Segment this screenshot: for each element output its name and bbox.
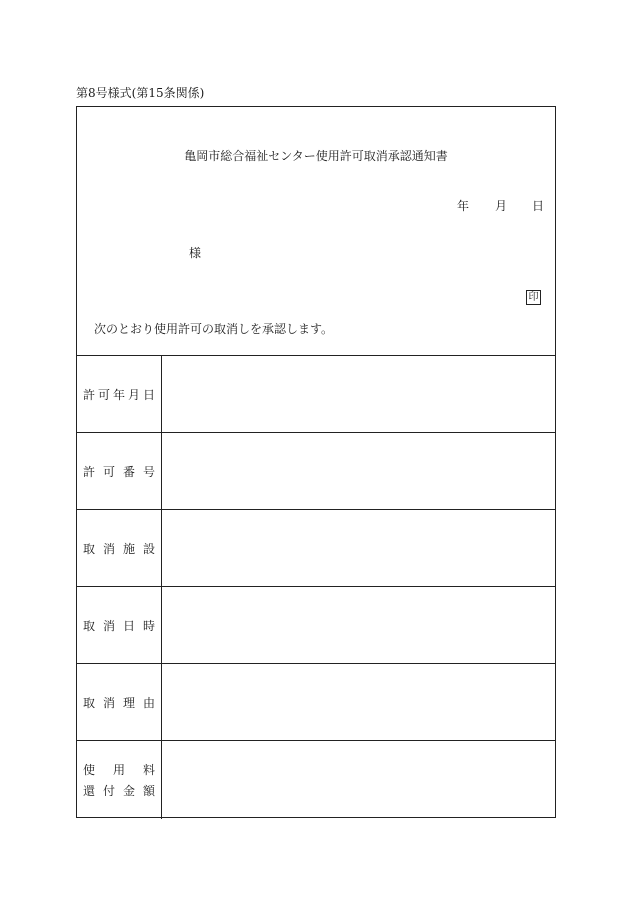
label-char: 設 [142,541,155,556]
label-char: 取 [83,695,96,710]
row-label [77,356,162,432]
label-char: 用 [112,763,125,777]
date-day-label: 日 [532,199,545,213]
label-char: 号 [142,464,155,479]
row-cancelled-datetime [77,587,555,664]
label-char: 料 [142,763,155,777]
label-char: 還 [83,784,96,798]
label-char: 付 [102,784,115,798]
cancelled-facility-field[interactable] [162,510,555,586]
label-char: 日 [122,618,135,633]
label-text [83,386,155,403]
notice-form [76,106,556,818]
label-text [83,463,155,480]
date-month-label: 月 [495,199,508,213]
row-cancel-reason [77,664,555,741]
permit-date-field[interactable] [162,356,555,432]
label-char: 施 [122,541,135,556]
form-number: 第8号様式(第15条関係) [76,86,205,100]
label-char: 日 [142,387,155,402]
label-char: 許 [83,464,96,479]
row-cancelled-facility [77,510,555,587]
label-char: 消 [102,541,115,556]
label-text [83,761,155,799]
label-char: 金 [122,784,135,798]
form-header [77,107,555,355]
permit-number-field[interactable] [162,433,555,509]
label-line [83,761,155,778]
cancel-reason-field[interactable] [162,664,555,740]
label-text [83,694,155,711]
label-char: 使 [83,763,96,777]
date-year-label: 年 [457,199,470,213]
row-label [77,433,162,509]
label-char: 理 [122,695,135,710]
addressee-suffix: 様 [189,246,202,260]
label-char: 許 [83,387,96,402]
details-table [77,355,555,818]
label-char: 月 [127,387,140,402]
cancelled-datetime-field[interactable] [162,587,555,663]
label-char: 可 [97,387,110,402]
row-permit-number [77,433,555,510]
label-char: 可 [102,464,115,479]
label-text [83,617,155,634]
label-char: 年 [112,387,125,402]
seal-mark: 印 [526,290,541,305]
label-char: 消 [102,618,115,633]
label-char: 時 [142,618,155,633]
label-line [83,782,155,799]
document-title: 亀岡市総合福祉センター使用許可取消承認通知書 [184,149,448,163]
row-permit-date [77,356,555,433]
label-text [83,540,155,557]
row-refund-amount [77,741,555,819]
row-label [77,664,162,740]
label-char: 消 [102,695,115,710]
row-label [77,587,162,663]
label-char: 取 [83,541,96,556]
label-char: 番 [122,464,135,479]
label-char: 由 [142,695,155,710]
row-label [77,510,162,586]
refund-amount-field[interactable] [162,741,555,819]
label-char: 取 [83,618,96,633]
row-label [77,741,162,819]
approval-statement: 次のとおり使用許可の取消しを承認します。 [94,322,334,336]
label-char: 額 [142,784,155,798]
